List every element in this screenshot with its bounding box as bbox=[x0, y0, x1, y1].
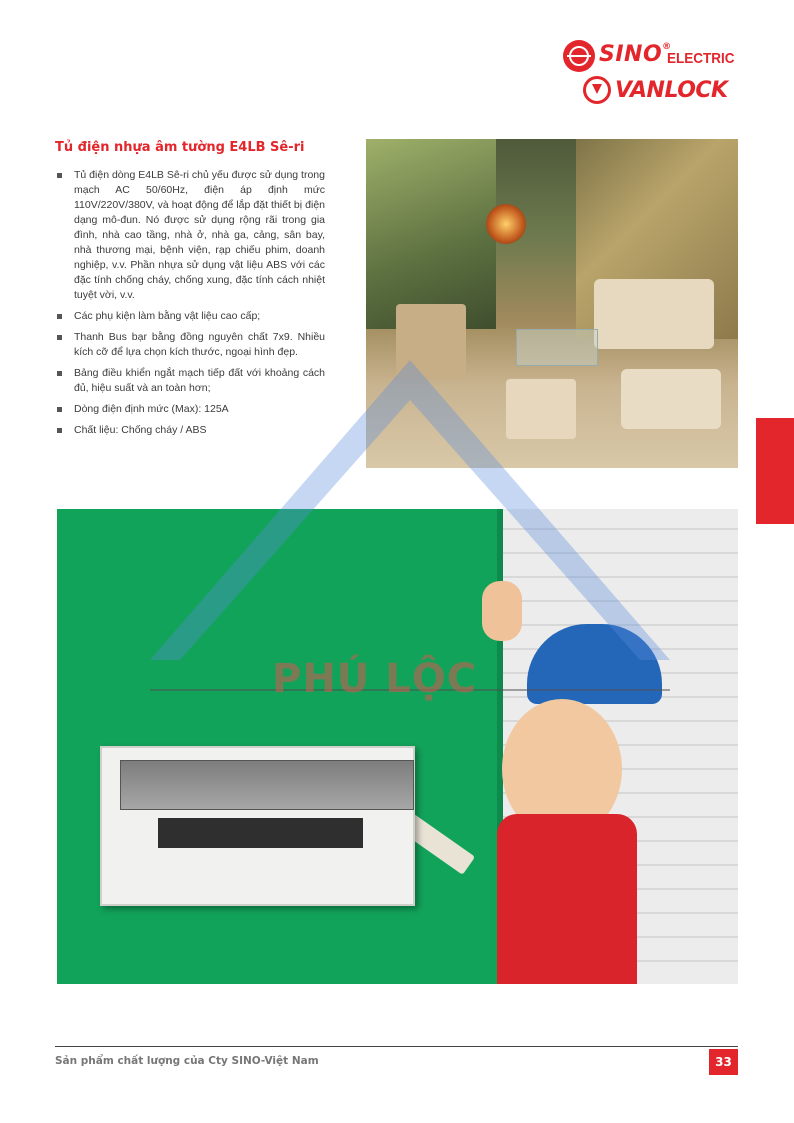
vanlock-logo bbox=[583, 76, 743, 106]
sino-brand-text: SINO® bbox=[599, 42, 672, 67]
side-tab bbox=[756, 418, 794, 524]
garden-window bbox=[366, 139, 496, 329]
globe-icon bbox=[563, 40, 595, 72]
bullet-square-icon bbox=[57, 371, 62, 376]
page-number: 33 bbox=[709, 1049, 738, 1075]
bullet-square-icon bbox=[57, 335, 62, 340]
box-lid bbox=[120, 760, 414, 810]
section-title: Tủ điện nhựa âm tường E4LB Sê-ri bbox=[55, 140, 305, 155]
bullet-square-icon bbox=[57, 428, 62, 433]
vanlock-mark-icon bbox=[583, 76, 611, 104]
pendant-lamp bbox=[486, 204, 526, 244]
list-item: Chất liệu: Chống cháy / ABS bbox=[55, 423, 325, 438]
watermark-text: PHÚ LỘC bbox=[272, 656, 478, 702]
vanlock-brand-text: VANLOCK bbox=[615, 78, 728, 103]
electric-text: ELECTRIC bbox=[667, 50, 735, 67]
bullet-square-icon bbox=[57, 173, 62, 178]
bullet-square-icon bbox=[57, 407, 62, 412]
child-shirt bbox=[497, 814, 637, 984]
distribution-box bbox=[100, 746, 415, 906]
bullet-square-icon bbox=[57, 314, 62, 319]
list-item: Thanh Bus bạr bằng đồng nguyên chất 7x9. Nhiều kích cỡ để lựa chọn kích thước, ngoại hình đẹp. bbox=[55, 330, 325, 360]
list-item: Bảng điều khiển ngắt mạch tiếp đất với khoảng cách đủ, hiệu suất và an toàn hơn; bbox=[55, 366, 325, 396]
sofa bbox=[594, 279, 714, 349]
footer-divider bbox=[55, 1046, 738, 1047]
footer-text: Sản phẩm chất lượng của Cty SINO-Việt Nam bbox=[55, 1055, 319, 1067]
breaker-slot bbox=[158, 818, 363, 848]
list-item: Tủ điện dòng E4LB Sê-ri chủ yếu được sử dụng trong mạch AC 50/60Hz, điện áp định mức 110V/220V/380V, và hoạt động để lắp đặt thiết bị điện dạng mô-đun. Nó được sử dụng rộng rãi trong gia đình, nhà cao tầng, nhà ở, nhà ga, cảng, sân bay, nhà thương mại, bệnh viện, rạp chiếu phim, doanh nghiệp, v.v. Phần nhựa sử dụng vật liệu ABS với các đặc tính chống cháy, chống xung, đặc tính cách nhiệt tuyệt vời, v.v. bbox=[55, 168, 325, 303]
list-item: Các phụ kiện làm bằng vật liệu cao cấp; bbox=[55, 309, 325, 324]
list-item: Dòng điện định mức (Max): 125A bbox=[55, 402, 325, 417]
watermark-house-icon bbox=[150, 360, 670, 700]
sino-electric-logo bbox=[563, 38, 743, 78]
